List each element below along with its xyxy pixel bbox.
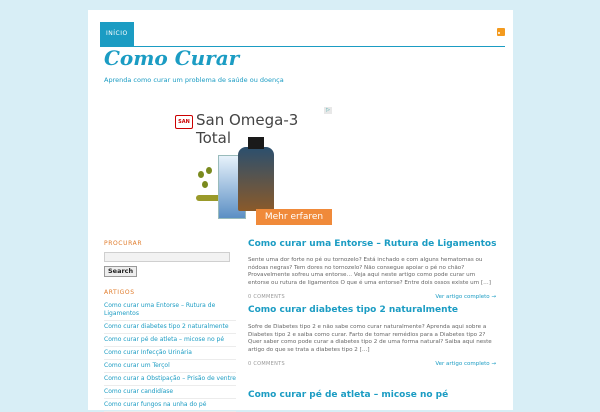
post-excerpt: Sofre de Diabetes tipo 2 e não sabe como curar naturalmente? Aprenda aqui sobre a Diabetes tipo 2 e saiba como curar. Farto de tomar remédios para a Diabetes tipo 2? Quer saber como pode curar a diabetes tipo 2 de uma forma natural? Saiba aqui neste artigo do que se trata a diabetes tipo 2 […]	[248, 324, 492, 353]
sidebar-article-link[interactable]: Como curar Infecção Urinária	[104, 347, 236, 360]
ad-cta-button[interactable]: Mehr erfaren	[256, 209, 332, 225]
sidebar	[104, 240, 236, 412]
ad-info-icon[interactable]: ▷	[324, 107, 332, 114]
search-heading: PROCURAR	[104, 240, 143, 247]
sidebar-article-link[interactable]: Como curar um Terçol	[104, 360, 236, 373]
post-title-link[interactable]: Como curar uma Entorse – Rutura de Ligamentos	[248, 239, 497, 249]
sidebar-article-link[interactable]: Como curar diabetes tipo 2 naturalmente	[104, 321, 236, 334]
top-nav	[100, 22, 505, 47]
main-content	[248, 238, 498, 401]
sidebar-article-link[interactable]: Como curar a Obstipação – Prisão de ventre	[104, 373, 236, 386]
post	[248, 304, 498, 369]
post	[248, 389, 498, 401]
post-title-link[interactable]: Como curar pé de atleta – micose no pé	[248, 390, 449, 400]
rss-icon[interactable]	[497, 28, 505, 36]
read-more-link[interactable]: Ver artigo completo →	[435, 361, 496, 367]
ad-logo: SAN	[175, 115, 193, 129]
ad-title: San Omega-3 Total	[196, 111, 299, 147]
post-title-link[interactable]: Como curar diabetes tipo 2 naturalmente	[248, 305, 458, 315]
product-bottle-image	[238, 147, 274, 211]
post-meta	[248, 361, 498, 369]
sidebar-article-link[interactable]: Como curar fungos na unha do pé	[104, 399, 236, 412]
comments-link[interactable]: 0 COMMENTS	[248, 294, 285, 300]
search-input[interactable]	[104, 252, 230, 262]
nav-tab-home[interactable]: INÍCIO	[100, 22, 134, 46]
site-description: Aprenda como curar um problema de saúde ou doença	[104, 76, 284, 84]
search-button[interactable]: Search	[104, 266, 137, 277]
articles-heading: ARTIGOS	[104, 289, 135, 296]
articles-list	[104, 300, 236, 412]
post	[248, 238, 498, 302]
read-more-link[interactable]: Ver artigo completo →	[435, 294, 496, 300]
page-container	[88, 10, 513, 410]
comments-link[interactable]: 0 COMMENTS	[248, 361, 285, 367]
post-meta	[248, 294, 498, 302]
sidebar-article-link[interactable]: Como curar pé de atleta – micose no pé	[104, 334, 236, 347]
sidebar-article-link[interactable]: Como curar candidíase	[104, 386, 236, 399]
advertisement[interactable]	[172, 107, 332, 225]
site-title[interactable]: Como Curar	[104, 46, 240, 70]
post-excerpt: Sente uma dor forte no pé ou tornozelo? Está inchado e com alguns hematomas ou nódoas negras? Tem dores no tornozelo? Não consegue apoiar o pé no chão? Provavelmente sofreu uma entorse… Veja aqui neste artigo como pode curar um entorse ou rutura de ligamentos O que é uma entorse? Entre dois ossos existe um […]	[248, 257, 491, 286]
sidebar-article-link[interactable]: Como curar uma Entorse – Rutura de Ligamentos	[104, 300, 236, 321]
